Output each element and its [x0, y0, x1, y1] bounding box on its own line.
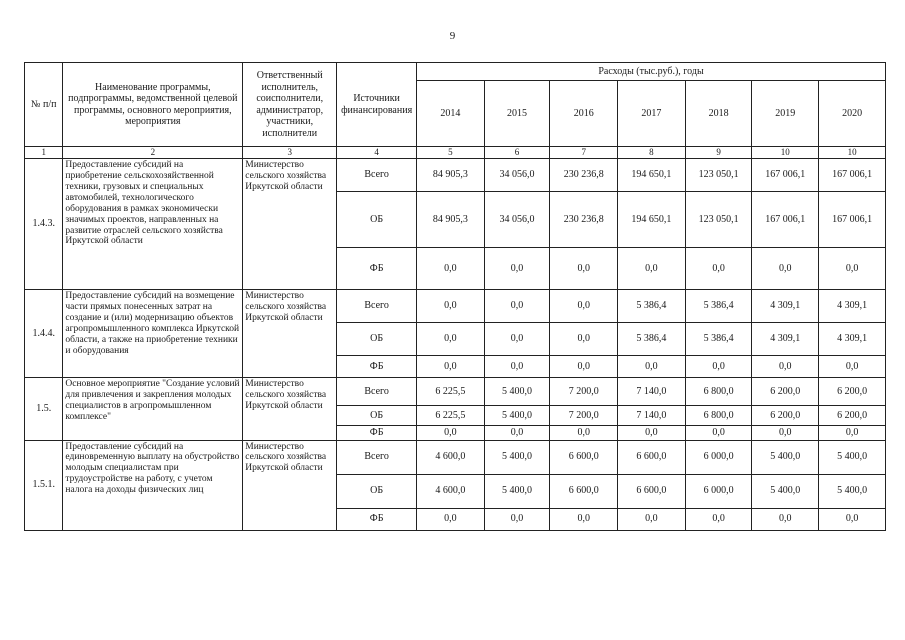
- amount-cell: 6 200,0: [752, 378, 819, 406]
- amount-cell: 123 050,1: [685, 159, 752, 192]
- header-year: 2018: [685, 81, 752, 147]
- funding-source: ОБ: [337, 406, 417, 426]
- table-row: [25, 290, 886, 323]
- header-year: 2020: [819, 81, 886, 147]
- amount-cell: 7 200,0: [550, 406, 618, 426]
- amount-cell: 167 006,1: [819, 192, 886, 248]
- amount-cell: 230 236,8: [550, 159, 618, 192]
- column-number-row: [25, 147, 886, 159]
- amount-cell: 0,0: [550, 426, 618, 441]
- amount-cell: 0,0: [484, 290, 550, 323]
- funding-source: Всего: [337, 290, 417, 323]
- amount-cell: 5 400,0: [819, 440, 886, 474]
- amount-cell: 0,0: [550, 508, 618, 530]
- header-expenses: Расходы (тыс.руб.), годы: [417, 63, 886, 81]
- row-name: Предоставление субсидий на возмещение части прямых понесенных затрат на создание и (или) модернизацию объектов агропромышленного комплекса Иркутской области, а также на приобретение техники и оборудования: [63, 290, 243, 378]
- amount-cell: 34 056,0: [484, 192, 550, 248]
- amount-cell: 5 386,4: [618, 290, 686, 323]
- funding-source: Всего: [337, 159, 417, 192]
- row-number: 1.4.3.: [25, 159, 63, 290]
- amount-cell: 0,0: [484, 508, 550, 530]
- amount-cell: 0,0: [484, 323, 550, 356]
- amount-cell: 5 400,0: [484, 378, 550, 406]
- amount-cell: 5 386,4: [618, 323, 686, 356]
- amount-cell: 4 309,1: [819, 323, 886, 356]
- amount-cell: 7 140,0: [618, 378, 686, 406]
- row-executor: Министерство сельского хозяйства Иркутской области: [243, 290, 337, 378]
- amount-cell: 0,0: [417, 323, 485, 356]
- amount-cell: 167 006,1: [752, 192, 819, 248]
- amount-cell: 0,0: [752, 508, 819, 530]
- row-name: Предоставление субсидий на единовременную выплату на обустройство молодым специалистам при трудоустройстве на работу, с учетом налога на доходы физических лиц: [63, 440, 243, 530]
- amount-cell: 194 650,1: [618, 159, 686, 192]
- amount-cell: 0,0: [484, 356, 550, 378]
- amount-cell: 6 225,5: [417, 406, 485, 426]
- amount-cell: 7 200,0: [550, 378, 618, 406]
- page-number: 9: [449, 30, 456, 42]
- amount-cell: 4 309,1: [819, 290, 886, 323]
- amount-cell: 0,0: [819, 356, 886, 378]
- amount-cell: 0,0: [417, 426, 485, 441]
- table-row: [25, 440, 886, 474]
- amount-cell: 0,0: [819, 248, 886, 290]
- row-name: Предоставление субсидий на приобретение сельскохозяйственной техники, грузовых и специальных автомобилей, технологического оборудования в рамках экономически значимых проектов, направленных на развитие отраслей сельского хозяйства Иркутской области: [63, 159, 243, 290]
- header-executor: Ответственный исполнитель, соисполнители, администратор, участники, исполнители: [243, 63, 337, 147]
- amount-cell: 0,0: [550, 356, 618, 378]
- amount-cell: 0,0: [685, 356, 752, 378]
- header-year: 2015: [484, 81, 550, 147]
- amount-cell: 0,0: [550, 323, 618, 356]
- amount-cell: 0,0: [618, 426, 686, 441]
- amount-cell: 5 400,0: [752, 440, 819, 474]
- amount-cell: 7 140,0: [618, 406, 686, 426]
- amount-cell: 84 905,3: [417, 159, 485, 192]
- column-number: 7: [550, 147, 618, 159]
- amount-cell: 0,0: [550, 248, 618, 290]
- header-name: Наименование программы, подпрограммы, ведомственной целевой программы, основного мероприятия, мероприятия: [63, 63, 243, 147]
- amount-cell: 0,0: [752, 356, 819, 378]
- funding-source: ФБ: [337, 426, 417, 441]
- amount-cell: 84 905,3: [417, 192, 485, 248]
- amount-cell: 6 000,0: [685, 440, 752, 474]
- table-row: [25, 378, 886, 406]
- funding-source: ФБ: [337, 508, 417, 530]
- header-num: № п/п: [25, 63, 63, 147]
- amount-cell: 6 200,0: [819, 378, 886, 406]
- funding-source: ФБ: [337, 248, 417, 290]
- header-year: 2017: [618, 81, 686, 147]
- amount-cell: 0,0: [618, 508, 686, 530]
- amount-cell: 0,0: [417, 508, 485, 530]
- amount-cell: 6 000,0: [685, 474, 752, 508]
- header-year: 2014: [417, 81, 485, 147]
- funding-source: ФБ: [337, 356, 417, 378]
- column-number: 8: [618, 147, 686, 159]
- amount-cell: 0,0: [417, 356, 485, 378]
- column-number: 3: [243, 147, 337, 159]
- amount-cell: 0,0: [417, 290, 485, 323]
- column-number: 9: [685, 147, 752, 159]
- column-number: 10: [819, 147, 886, 159]
- amount-cell: 6 800,0: [685, 406, 752, 426]
- row-executor: Министерство сельского хозяйства Иркутской области: [243, 159, 337, 290]
- amount-cell: 6 600,0: [618, 474, 686, 508]
- amount-cell: 4 600,0: [417, 440, 485, 474]
- header-row-1: [25, 63, 886, 81]
- column-number: 5: [417, 147, 485, 159]
- amount-cell: 6 225,5: [417, 378, 485, 406]
- amount-cell: 0,0: [685, 426, 752, 441]
- amount-cell: 230 236,8: [550, 192, 618, 248]
- column-number: 6: [484, 147, 550, 159]
- amount-cell: 0,0: [484, 248, 550, 290]
- funding-source: ОБ: [337, 474, 417, 508]
- column-number: 4: [337, 147, 417, 159]
- amount-cell: 0,0: [752, 426, 819, 441]
- row-number: 1.4.4.: [25, 290, 63, 378]
- row-executor: Министерство сельского хозяйства Иркутской области: [243, 378, 337, 441]
- amount-cell: 167 006,1: [819, 159, 886, 192]
- amount-cell: 0,0: [618, 356, 686, 378]
- amount-cell: 6 800,0: [685, 378, 752, 406]
- amount-cell: 5 400,0: [484, 406, 550, 426]
- amount-cell: 0,0: [752, 248, 819, 290]
- amount-cell: 0,0: [685, 508, 752, 530]
- amount-cell: 6 600,0: [550, 440, 618, 474]
- header-sources: Источники финансирования: [337, 63, 417, 147]
- table-row: [25, 159, 886, 192]
- table-body: [25, 159, 886, 531]
- funding-source: ОБ: [337, 323, 417, 356]
- amount-cell: 194 650,1: [618, 192, 686, 248]
- column-number: 10: [752, 147, 819, 159]
- amount-cell: 4 309,1: [752, 290, 819, 323]
- amount-cell: 5 400,0: [484, 440, 550, 474]
- amount-cell: 0,0: [484, 426, 550, 441]
- amount-cell: 6 600,0: [550, 474, 618, 508]
- amount-cell: 123 050,1: [685, 192, 752, 248]
- amount-cell: 34 056,0: [484, 159, 550, 192]
- amount-cell: 0,0: [618, 248, 686, 290]
- header-year: 2019: [752, 81, 819, 147]
- amount-cell: 0,0: [819, 508, 886, 530]
- amount-cell: 0,0: [550, 290, 618, 323]
- column-number: 1: [25, 147, 63, 159]
- amount-cell: 0,0: [417, 248, 485, 290]
- amount-cell: 5 386,4: [685, 323, 752, 356]
- funding-source: Всего: [337, 440, 417, 474]
- amount-cell: 5 386,4: [685, 290, 752, 323]
- amount-cell: 6 200,0: [752, 406, 819, 426]
- amount-cell: 4 309,1: [752, 323, 819, 356]
- amount-cell: 167 006,1: [752, 159, 819, 192]
- amount-cell: 5 400,0: [484, 474, 550, 508]
- row-number: 1.5.1.: [25, 440, 63, 530]
- amount-cell: 5 400,0: [752, 474, 819, 508]
- amount-cell: 4 600,0: [417, 474, 485, 508]
- amount-cell: 0,0: [685, 248, 752, 290]
- amount-cell: 6 600,0: [618, 440, 686, 474]
- column-number: 2: [63, 147, 243, 159]
- funding-source: ОБ: [337, 192, 417, 248]
- row-executor: Министерство сельского хозяйства Иркутской области: [243, 440, 337, 530]
- header-year: 2016: [550, 81, 618, 147]
- budget-table: [24, 62, 886, 531]
- funding-source: Всего: [337, 378, 417, 406]
- amount-cell: 6 200,0: [819, 406, 886, 426]
- amount-cell: 5 400,0: [819, 474, 886, 508]
- row-number: 1.5.: [25, 378, 63, 441]
- row-name: Основное мероприятие "Создание условий для привлечения и закрепления молодых специалистов в агропромышленном комплексе": [63, 378, 243, 441]
- amount-cell: 0,0: [819, 426, 886, 441]
